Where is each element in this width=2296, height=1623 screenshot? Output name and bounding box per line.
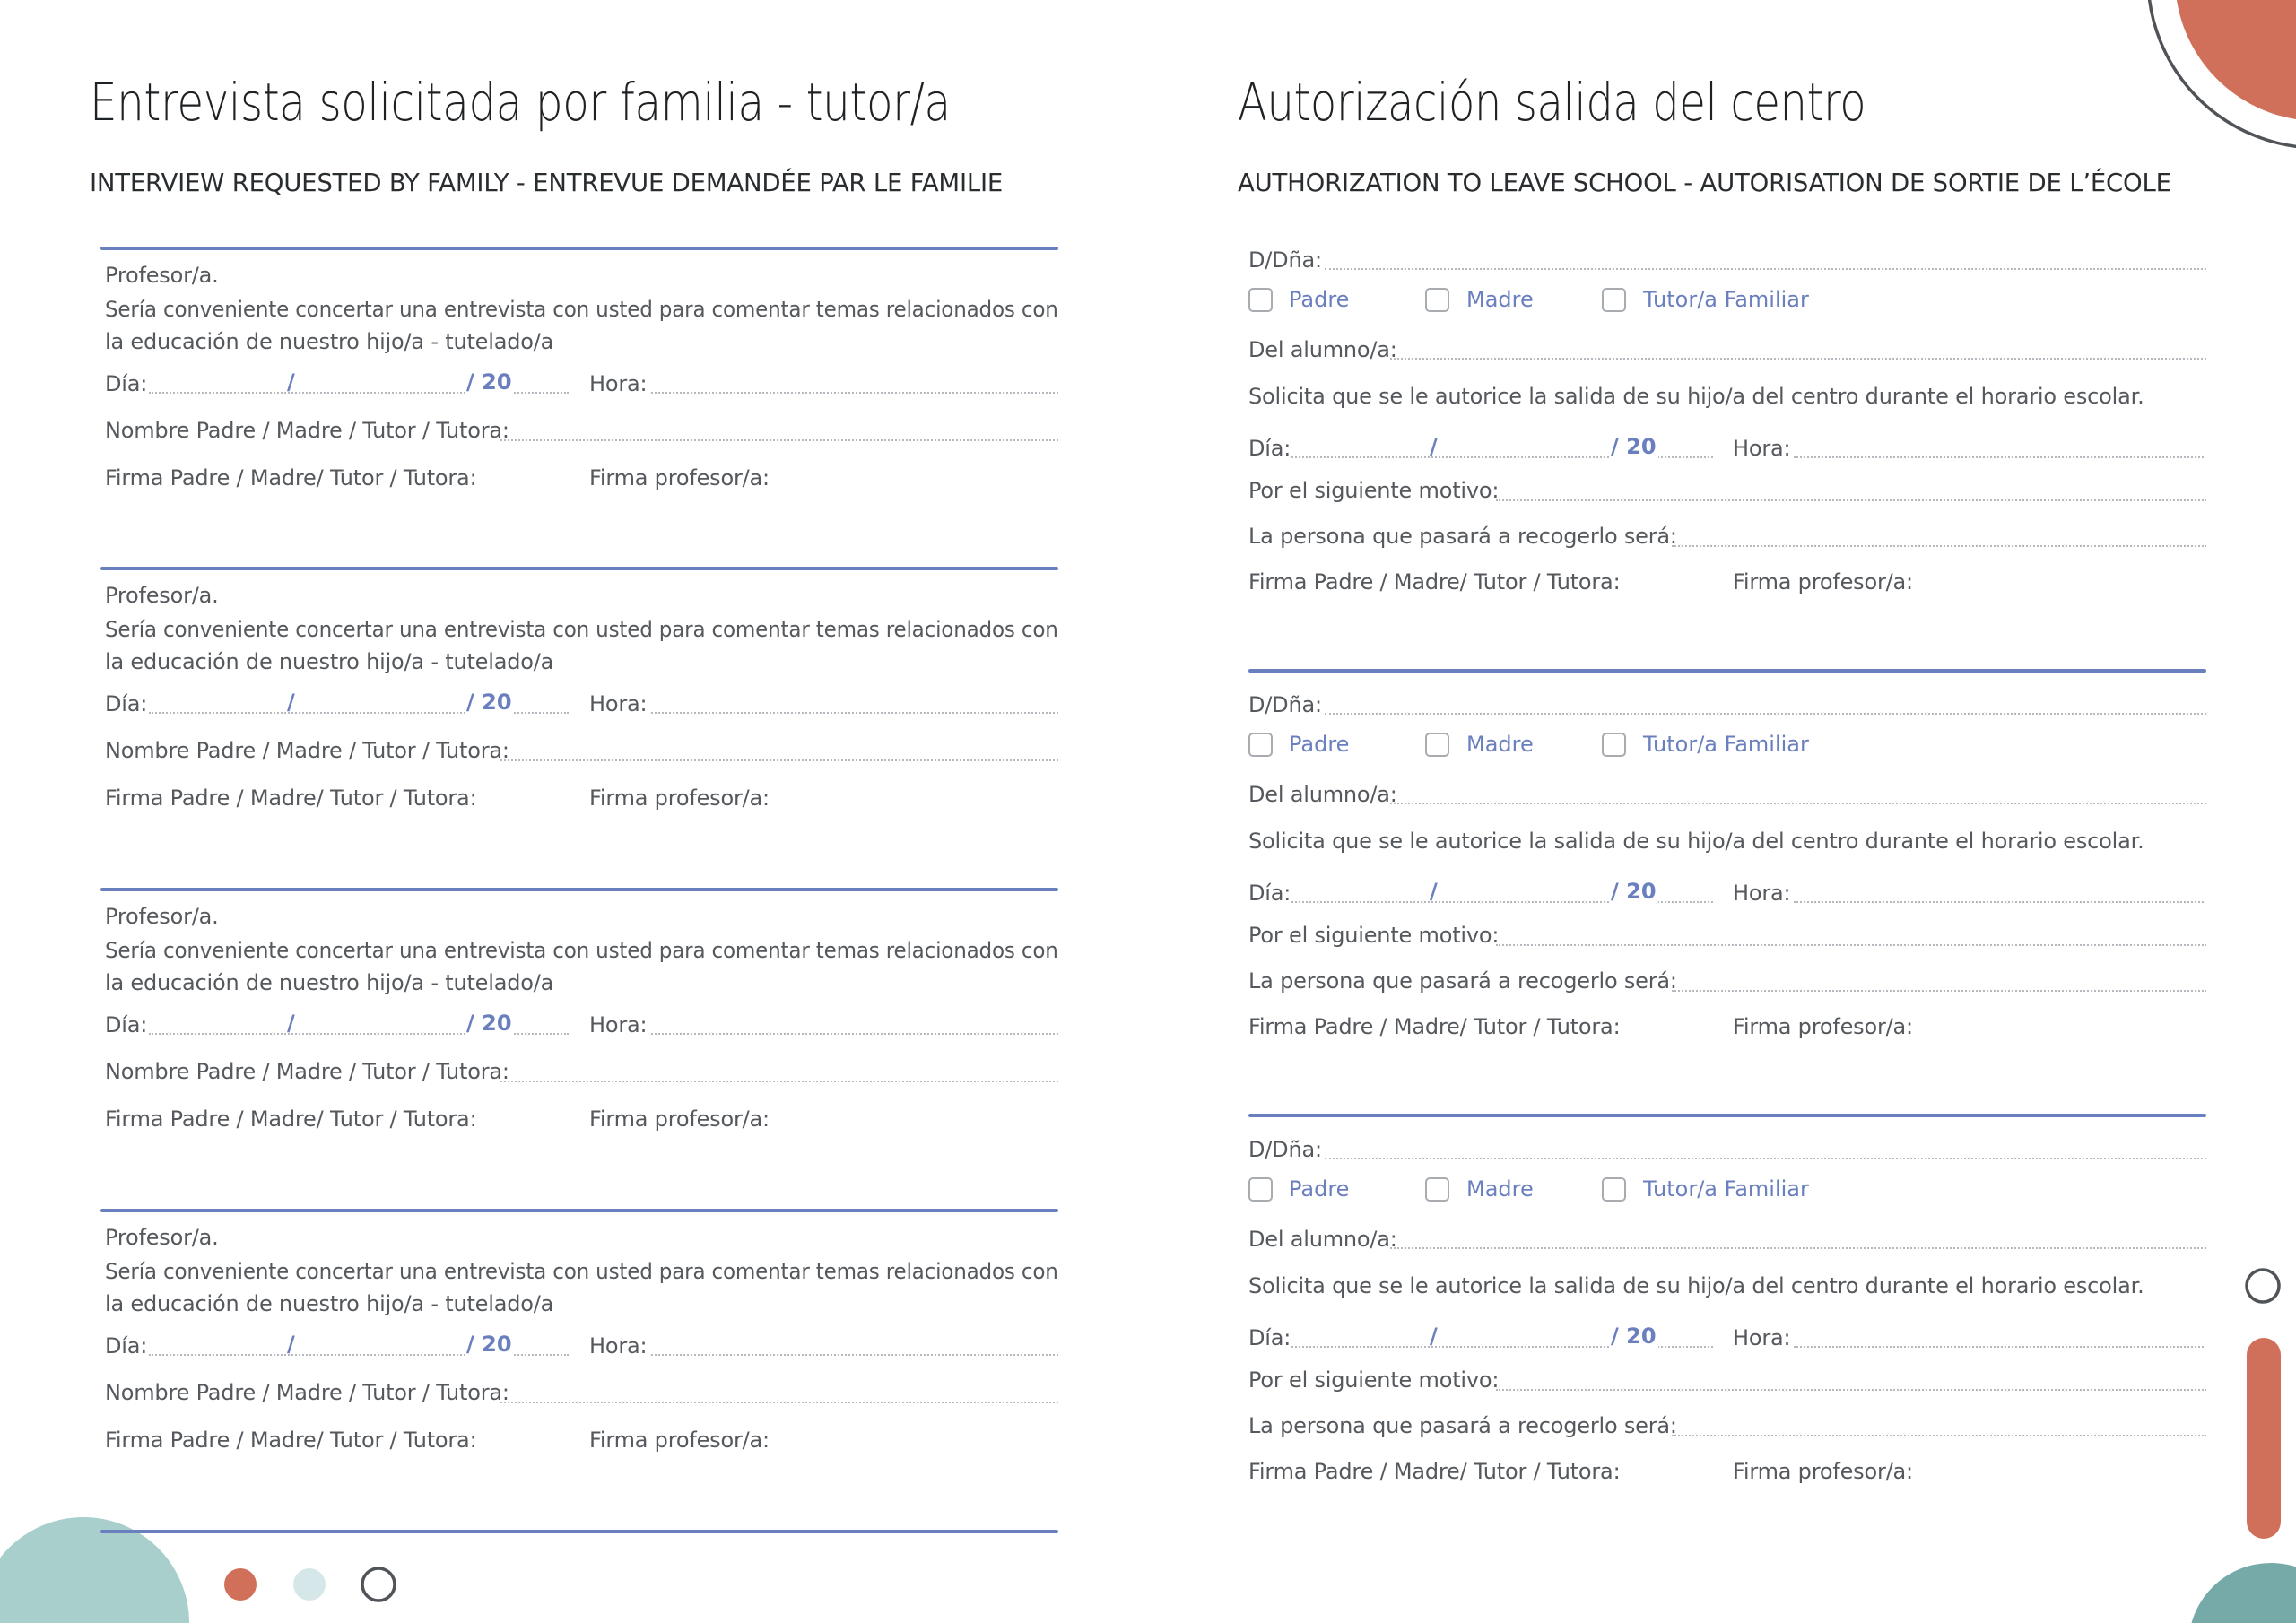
time-label: Hora:	[1733, 1325, 1791, 1350]
parent-name-field[interactable]	[500, 1081, 1058, 1082]
day-label: Día:	[105, 371, 148, 396]
request-text: Solicita que se le autorice la salida de su hijo/a del centro durante el horario escolar.	[1248, 1273, 2144, 1298]
pickup-person-field[interactable]	[1672, 990, 2206, 992]
time-label: Hora:	[1733, 881, 1791, 906]
page-dot-outline	[362, 1568, 395, 1601]
time-field[interactable]	[651, 712, 1058, 714]
time-label: Hora:	[589, 691, 648, 716]
father-checkbox[interactable]	[1248, 288, 1273, 312]
guardian-label: D/Dña:	[1248, 1137, 1322, 1162]
parent-signature-label: Firma Padre / Madre/ Tutor / Tutora:	[105, 465, 477, 490]
parent-signature-label: Firma Padre / Madre/ Tutor / Tutora:	[105, 1428, 477, 1453]
ring-small-decoration	[2247, 1270, 2279, 1302]
mother-option-label: Madre	[1466, 1176, 1534, 1202]
interview-body-line2: la educación de nuestro hijo/a - tutelado/a	[105, 1291, 554, 1316]
time-label: Hora:	[589, 1333, 648, 1358]
parent-name-field[interactable]	[500, 439, 1058, 441]
interview-rule	[100, 888, 1058, 891]
time-field[interactable]	[651, 1354, 1058, 1356]
time-field[interactable]	[1794, 456, 2204, 458]
date-separator: /	[1430, 1324, 1438, 1349]
day-label: Día:	[1248, 436, 1292, 461]
date-separator: /	[1430, 879, 1438, 904]
interview-rule	[100, 1530, 1058, 1533]
student-field[interactable]	[1390, 803, 2206, 804]
year-prefix: / 20	[1611, 1324, 1657, 1349]
guardian-label: D/Dña:	[1248, 692, 1322, 717]
interview-rule	[100, 567, 1058, 570]
teacher-signature-label: Firma profesor/a:	[589, 1107, 770, 1132]
teacher-label: Profesor/a.	[105, 904, 219, 929]
request-text: Solicita que se le autorice la salida de su hijo/a del centro durante el horario escolar.	[1248, 384, 2144, 409]
parent-name-label: Nombre Padre / Madre / Tutor / Tutora:	[105, 418, 509, 443]
parent-name-label: Nombre Padre / Madre / Tutor / Tutora:	[105, 738, 509, 763]
reason-label: Por el siguiente motivo:	[1248, 1367, 1500, 1393]
mother-checkbox[interactable]	[1425, 288, 1449, 312]
father-option-label: Padre	[1289, 1176, 1350, 1202]
left-page-subtitle: INTERVIEW REQUESTED BY FAMILY - ENTREVUE DEMANDÉE PAR LE FAMILIE	[90, 169, 1004, 197]
date-separator: /	[1430, 434, 1438, 459]
mother-option-label: Madre	[1466, 287, 1534, 312]
parent-signature-label: Firma Padre / Madre/ Tutor / Tutora:	[105, 785, 477, 811]
parent-name-field[interactable]	[500, 759, 1058, 761]
mother-checkbox[interactable]	[1425, 1177, 1449, 1202]
reason-field[interactable]	[1496, 1389, 2206, 1391]
time-label: Hora:	[589, 371, 648, 396]
time-field[interactable]	[651, 392, 1058, 394]
arc-outline-decoration	[2148, 0, 2296, 148]
reason-field[interactable]	[1496, 499, 2206, 501]
teacher-label: Profesor/a.	[105, 583, 219, 608]
interview-body-line1: Sería conveniente concertar una entrevista con usted para comentar temas relacionados con	[105, 1259, 1058, 1284]
parent-name-label: Nombre Padre / Madre / Tutor / Tutora:	[105, 1380, 509, 1405]
circle-bottom-right-decoration	[2188, 1563, 2296, 1623]
interview-body-line1: Sería conveniente concertar una entrevista con usted para comentar temas relacionados con	[105, 938, 1058, 963]
date-separator: /	[287, 369, 295, 395]
teacher-signature-label: Firma profesor/a:	[589, 465, 770, 490]
parent-name-label: Nombre Padre / Madre / Tutor / Tutora:	[105, 1059, 509, 1084]
tutor-option-label: Tutor/a Familiar	[1643, 1176, 1809, 1202]
parent-name-field[interactable]	[500, 1402, 1058, 1403]
date-separator: /	[287, 1011, 295, 1036]
teacher-signature-label: Firma profesor/a:	[589, 785, 770, 811]
teacher-signature-label: Firma profesor/a:	[1733, 1014, 1913, 1039]
student-label: Del alumno/a:	[1248, 337, 1397, 362]
tutor-checkbox[interactable]	[1602, 1177, 1626, 1202]
time-field[interactable]	[1794, 901, 2204, 903]
interview-body-line1: Sería conveniente concertar una entrevista con usted para comentar temas relacionados con	[105, 297, 1058, 322]
pickup-person-label: La persona que pasará a recogerlo será:	[1248, 524, 1677, 549]
student-label: Del alumno/a:	[1248, 782, 1397, 807]
pill-tab-decoration	[2247, 1338, 2281, 1539]
authorization-rule	[1248, 1114, 2206, 1117]
time-label: Hora:	[1733, 436, 1791, 461]
quarter-circle-top-right-decoration	[2175, 0, 2296, 121]
reason-label: Por el siguiente motivo:	[1248, 923, 1500, 948]
day-label: Día:	[1248, 1325, 1292, 1350]
tutor-option-label: Tutor/a Familiar	[1643, 287, 1809, 312]
teacher-label: Profesor/a.	[105, 1225, 219, 1250]
pickup-person-label: La persona que pasará a recogerlo será:	[1248, 1413, 1677, 1438]
tutor-checkbox[interactable]	[1602, 733, 1626, 757]
mother-checkbox[interactable]	[1425, 733, 1449, 757]
right-page-title: Autorización salida del centro	[1238, 72, 1866, 133]
guardian-field[interactable]	[1325, 713, 2206, 715]
year-prefix: / 20	[1611, 879, 1657, 904]
day-label: Día:	[1248, 881, 1292, 906]
interview-body-line2: la educación de nuestro hijo/a - tutelado/a	[105, 649, 554, 674]
time-label: Hora:	[589, 1012, 648, 1037]
interview-body-line2: la educación de nuestro hijo/a - tutelado/a	[105, 329, 554, 354]
year-prefix: / 20	[1611, 434, 1657, 459]
page-dot-filled	[224, 1568, 257, 1601]
pickup-person-field[interactable]	[1672, 1435, 2206, 1436]
year-prefix: / 20	[466, 1332, 512, 1357]
interview-rule	[100, 1209, 1058, 1212]
mother-option-label: Madre	[1466, 732, 1534, 757]
day-label: Día:	[105, 1333, 148, 1358]
request-text: Solicita que se le autorice la salida de su hijo/a del centro durante el horario escolar.	[1248, 829, 2144, 854]
date-separator: /	[287, 690, 295, 715]
interview-body-line1: Sería conveniente concertar una entrevista con usted para comentar temas relacionados con	[105, 617, 1058, 642]
tutor-checkbox[interactable]	[1602, 288, 1626, 312]
authorization-rule	[1248, 669, 2206, 673]
parent-signature-label: Firma Padre / Madre/ Tutor / Tutora:	[1248, 1459, 1621, 1484]
reason-field[interactable]	[1496, 944, 2206, 946]
student-field[interactable]	[1390, 1247, 2206, 1249]
teacher-signature-label: Firma profesor/a:	[1733, 1459, 1913, 1484]
year-prefix: / 20	[466, 1011, 512, 1036]
parent-signature-label: Firma Padre / Madre/ Tutor / Tutora:	[1248, 1014, 1621, 1039]
page-dot-light	[293, 1568, 326, 1601]
interview-body-line2: la educación de nuestro hijo/a - tutelado/a	[105, 970, 554, 995]
guardian-field[interactable]	[1325, 268, 2206, 270]
year-prefix: / 20	[466, 690, 512, 715]
reason-label: Por el siguiente motivo:	[1248, 478, 1500, 503]
time-field[interactable]	[651, 1033, 1058, 1035]
teacher-label: Profesor/a.	[105, 263, 219, 288]
student-field[interactable]	[1390, 358, 2206, 360]
student-label: Del alumno/a:	[1248, 1227, 1397, 1252]
parent-signature-label: Firma Padre / Madre/ Tutor / Tutora:	[105, 1107, 477, 1132]
teacher-signature-label: Firma profesor/a:	[589, 1428, 770, 1453]
pickup-person-field[interactable]	[1672, 545, 2206, 547]
guardian-label: D/Dña:	[1248, 247, 1322, 273]
parent-signature-label: Firma Padre / Madre/ Tutor / Tutora:	[1248, 569, 1621, 595]
left-page-title: Entrevista solicitada por familia - tutor/a	[90, 72, 951, 133]
tutor-option-label: Tutor/a Familiar	[1643, 732, 1809, 757]
interview-rule	[100, 247, 1058, 250]
right-page-subtitle: AUTHORIZATION TO LEAVE SCHOOL - AUTORISATION DE SORTIE DE L’ÉCOLE	[1238, 169, 2171, 197]
teacher-signature-label: Firma profesor/a:	[1733, 569, 1913, 595]
day-label: Día:	[105, 691, 148, 716]
day-label: Día:	[105, 1012, 148, 1037]
father-checkbox[interactable]	[1248, 733, 1273, 757]
father-option-label: Padre	[1289, 287, 1350, 312]
date-separator: /	[287, 1332, 295, 1357]
year-prefix: / 20	[466, 369, 512, 395]
time-field[interactable]	[1794, 1346, 2204, 1348]
father-checkbox[interactable]	[1248, 1177, 1273, 1202]
pickup-person-label: La persona que pasará a recogerlo será:	[1248, 968, 1677, 994]
father-option-label: Padre	[1289, 732, 1350, 757]
guardian-field[interactable]	[1325, 1158, 2206, 1159]
